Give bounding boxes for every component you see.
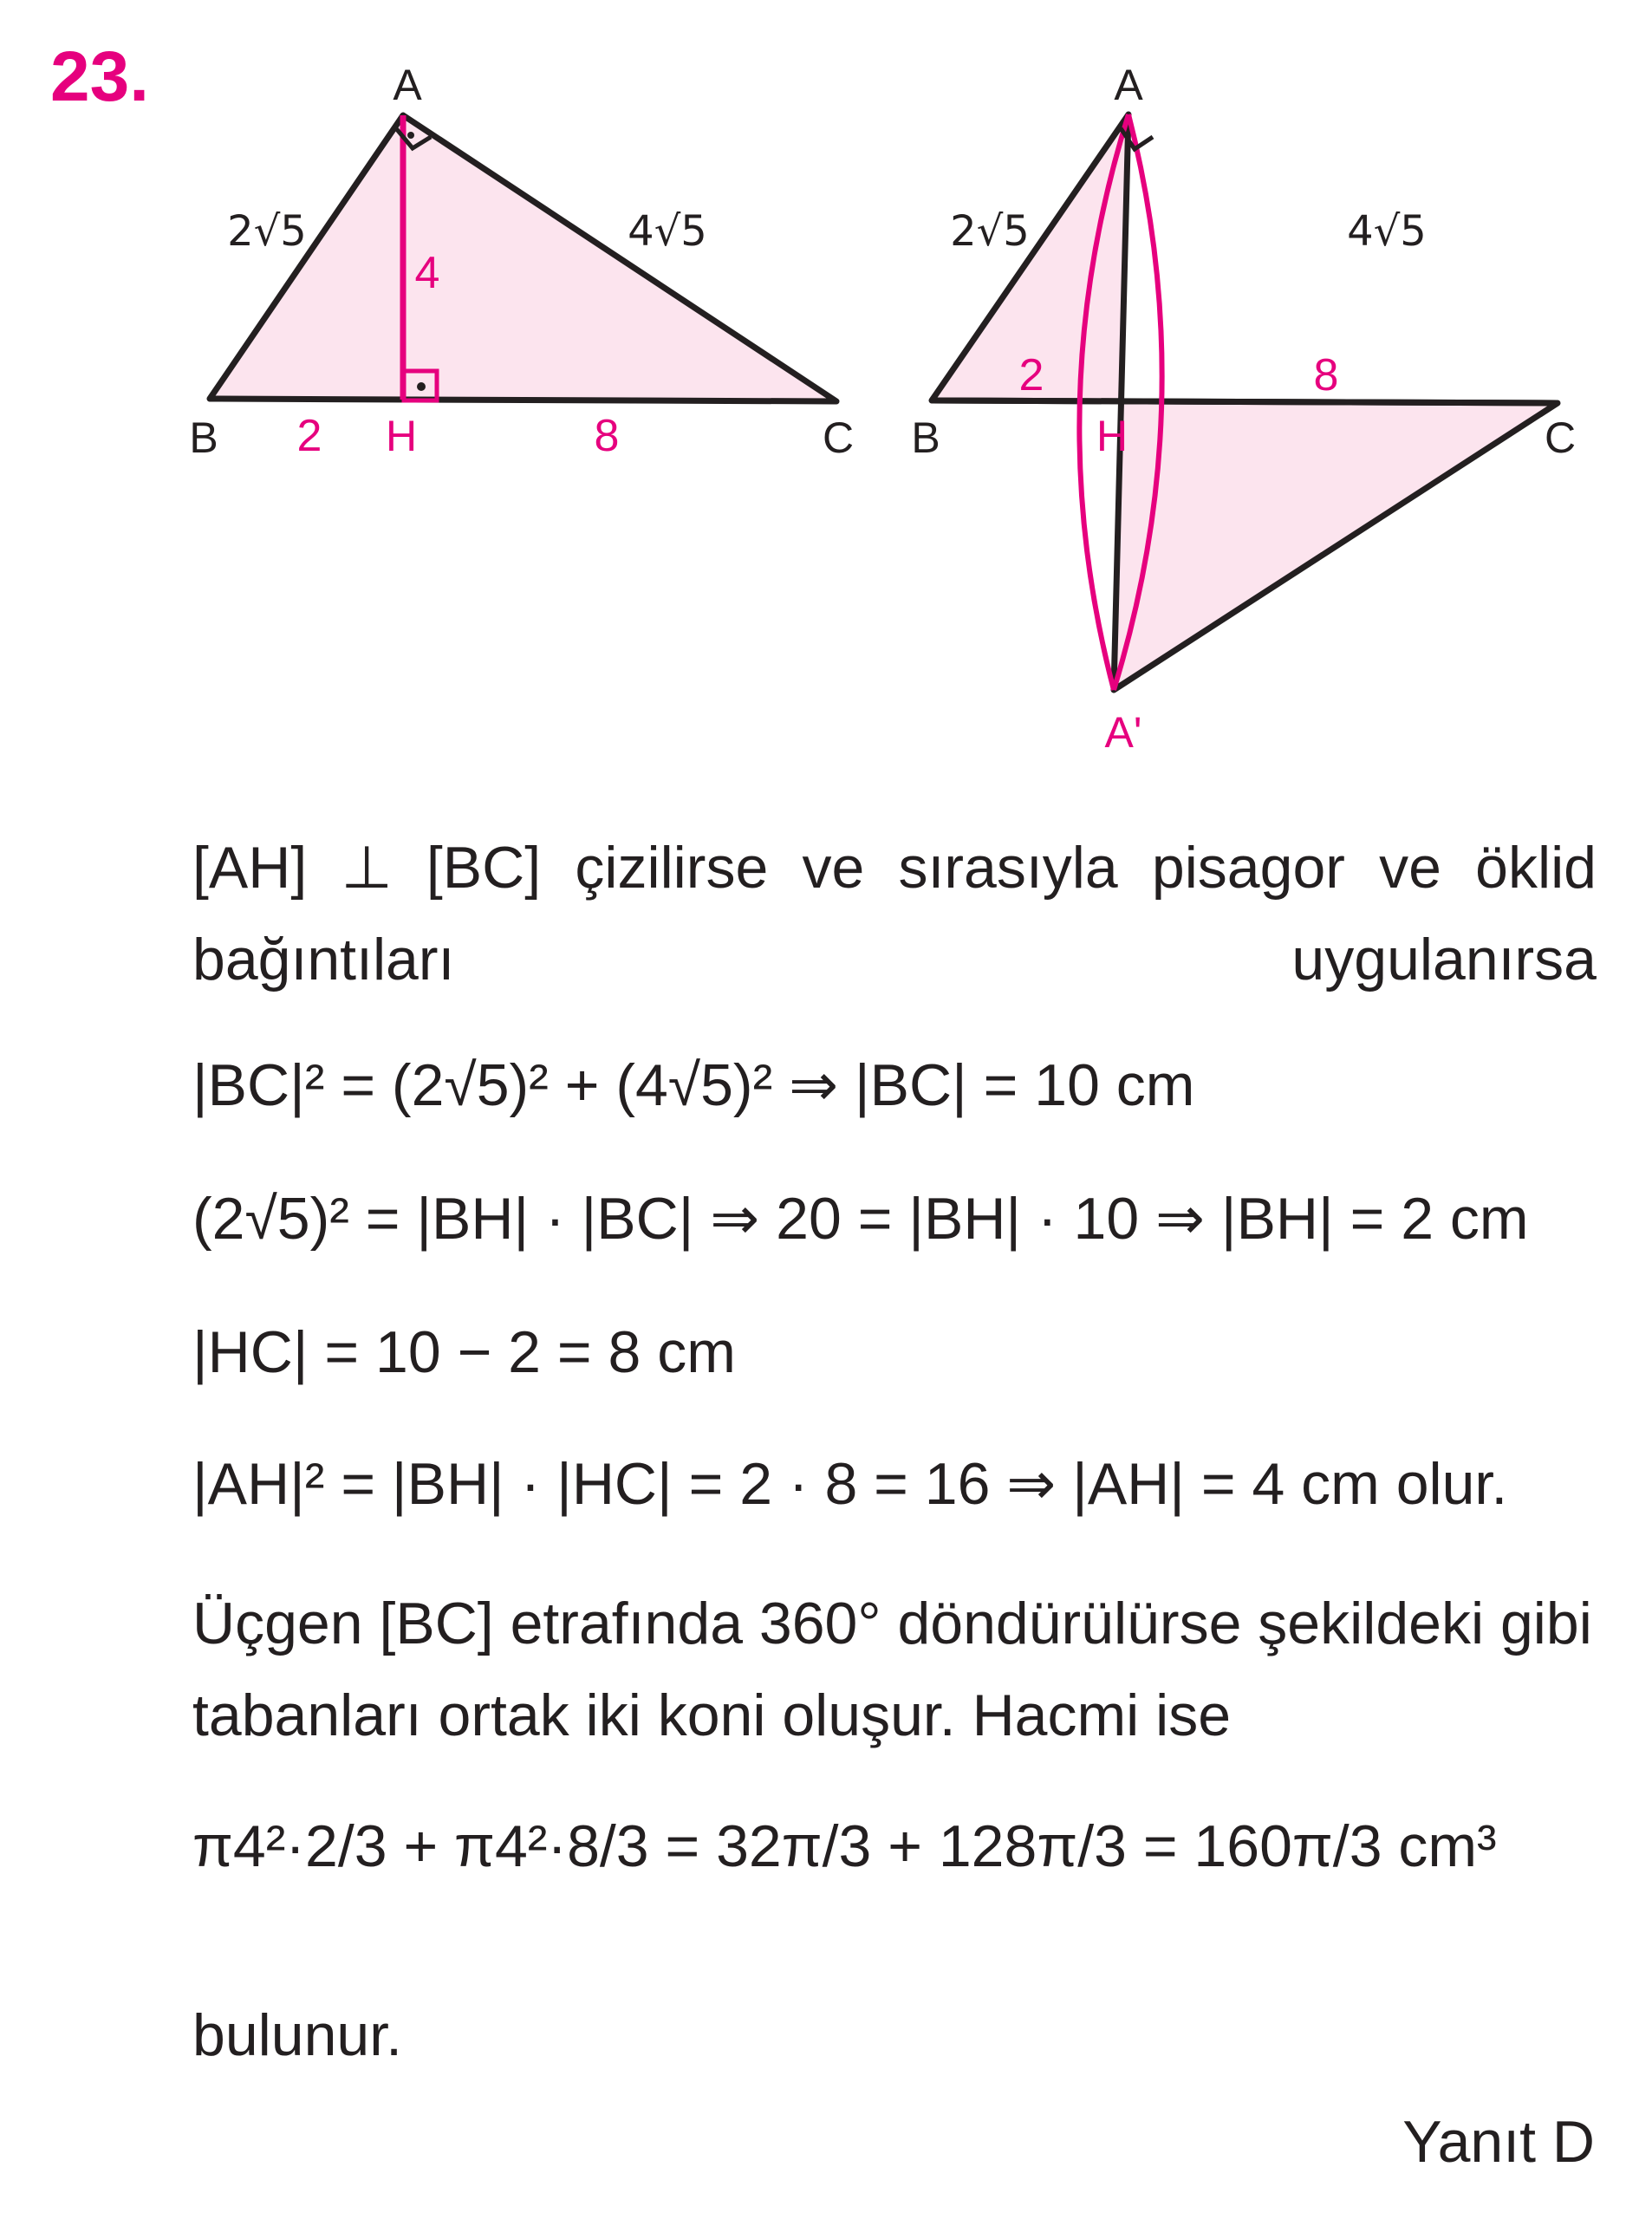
triangle-abc-fill <box>210 115 836 401</box>
hc-label: 8 <box>594 411 620 461</box>
figure-2 <box>911 61 1576 757</box>
label-c2: C <box>1544 413 1577 462</box>
equation-bc: |BC|² = (2√5)² + (4√5)² ⇒ |BC| = 10 cm <box>192 1052 1195 1118</box>
equation-hc: |HC| = 10 − 2 = 8 cm <box>192 1319 736 1385</box>
volume-equation: π4²·2/3 + π4²·8/3 = 32π/3 + 128π/3 = 160π/3 cm³ <box>192 1813 1497 1879</box>
question-number: 23. <box>50 37 149 116</box>
equation-bh: (2√5)² = |BH| · |BC| ⇒ 20 = |BH| · 10 ⇒ |BH| = 2 cm <box>192 1186 1529 1252</box>
solution-intro: [AH] ⊥ [BC] çizilirse ve sırasıyla pisagor ve öklid bağıntıları uygulanırsa <box>192 835 1597 992</box>
equation-ah: |AH|² = |BH| · |HC| = 2 · 8 = 16 ⇒ |AH| = 4 cm olur. <box>192 1451 1508 1517</box>
hc2-label: 8 <box>1313 350 1339 400</box>
label-a-prime: A' <box>1104 708 1142 757</box>
answer-label: Yanıt D <box>1402 2109 1595 2175</box>
figure-1 <box>189 61 854 462</box>
side-ac2-label: 4√5 <box>1347 207 1427 256</box>
side-ac-label: 4√5 <box>628 207 707 256</box>
altitude-label: 4 <box>414 248 440 298</box>
label-b2: B <box>911 413 940 462</box>
side-ab-label: 2√5 <box>227 207 307 256</box>
label-b: B <box>189 413 218 462</box>
bh-label: 2 <box>296 411 322 461</box>
rotation-text: Üçgen [BC] etrafında 360° döndürülürse şekildeki gibi tabanları ortak iki koni oluşur. Hacmi ise <box>192 1591 1592 1748</box>
label-a: A <box>393 61 422 109</box>
label-h: H <box>385 412 418 460</box>
bh2-label: 2 <box>1018 350 1044 400</box>
label-c: C <box>822 413 855 462</box>
axis-bc <box>932 400 1558 403</box>
label-h2: H <box>1096 412 1128 460</box>
geometry-figures <box>0 0 1652 780</box>
conclusion-text: bulunur. <box>192 2002 402 2068</box>
label-a2: A <box>1114 61 1143 109</box>
side-ab2-label: 2√5 <box>950 207 1030 256</box>
